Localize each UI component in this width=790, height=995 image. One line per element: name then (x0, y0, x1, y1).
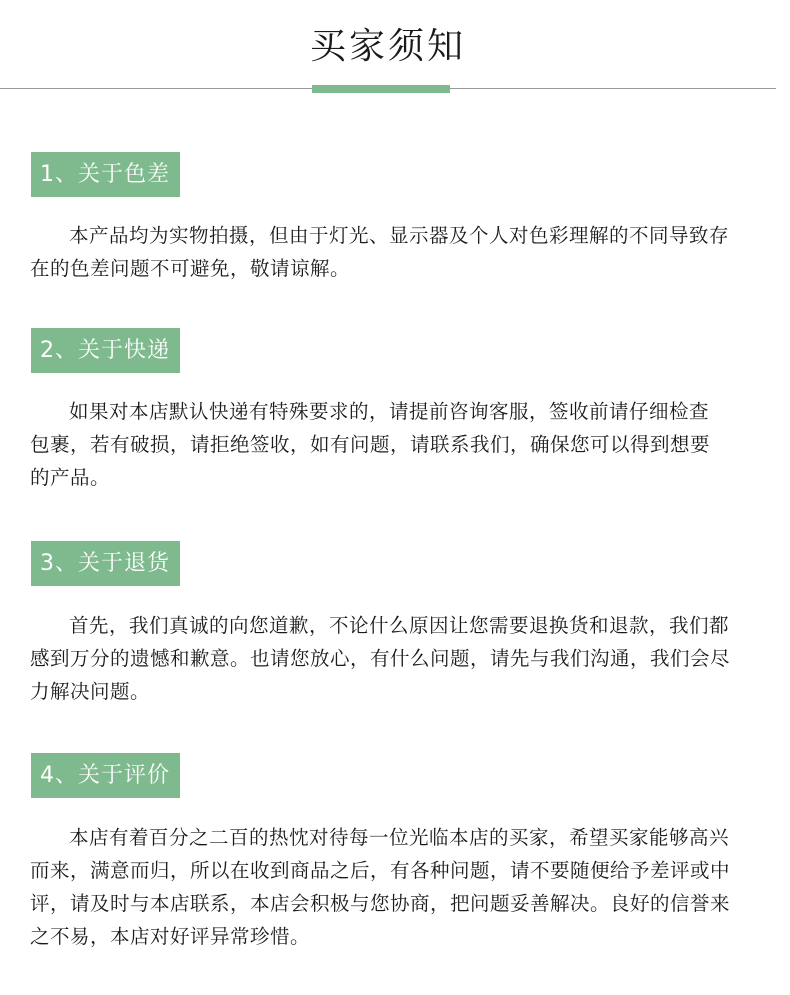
section-body-text: 本产品均为实物拍摄，但由于灯光、显示器及个人对色彩理解的不同导致存在的色差问题不可避免，敬请谅解。 (30, 224, 730, 280)
section-heading-badge: 1、关于色差 (31, 152, 180, 197)
section-body-text: 如果对本店默认快递有特殊要求的，请提前咨询客服，签收前请仔细检查包裹，若有破损，请拒绝签收，如有问题，请联系我们，确保您可以得到想要的产品。 (30, 400, 711, 489)
section-heading-badge: 4、关于评价 (31, 753, 180, 798)
section-body-text: 本店有着百分之二百的热忱对待每一位光临本店的买家，希望买家能够高兴而来，满意而归，所以在收到商品之后，有各种问题，请不要随便给予差评或中评，请及时与本店联系，本店会积极与您协商，把问题妥善解决。良好的信誉来之不易，本店对好评异常珍惜。 (30, 826, 731, 948)
section-heading-badge: 2、关于快递 (31, 328, 180, 373)
title-accent-bar (312, 85, 450, 93)
section-body-text: 首先，我们真诚的向您道歉，不论什么原因让您需要退换货和退款，我们都感到万分的遗憾和歉意。也请您放心，有什么问题，请先与我们沟通，我们会尽力解决问题。 (30, 614, 731, 703)
page-title: 买家须知 (309, 26, 466, 67)
section-heading-badge: 3、关于退货 (31, 541, 180, 586)
